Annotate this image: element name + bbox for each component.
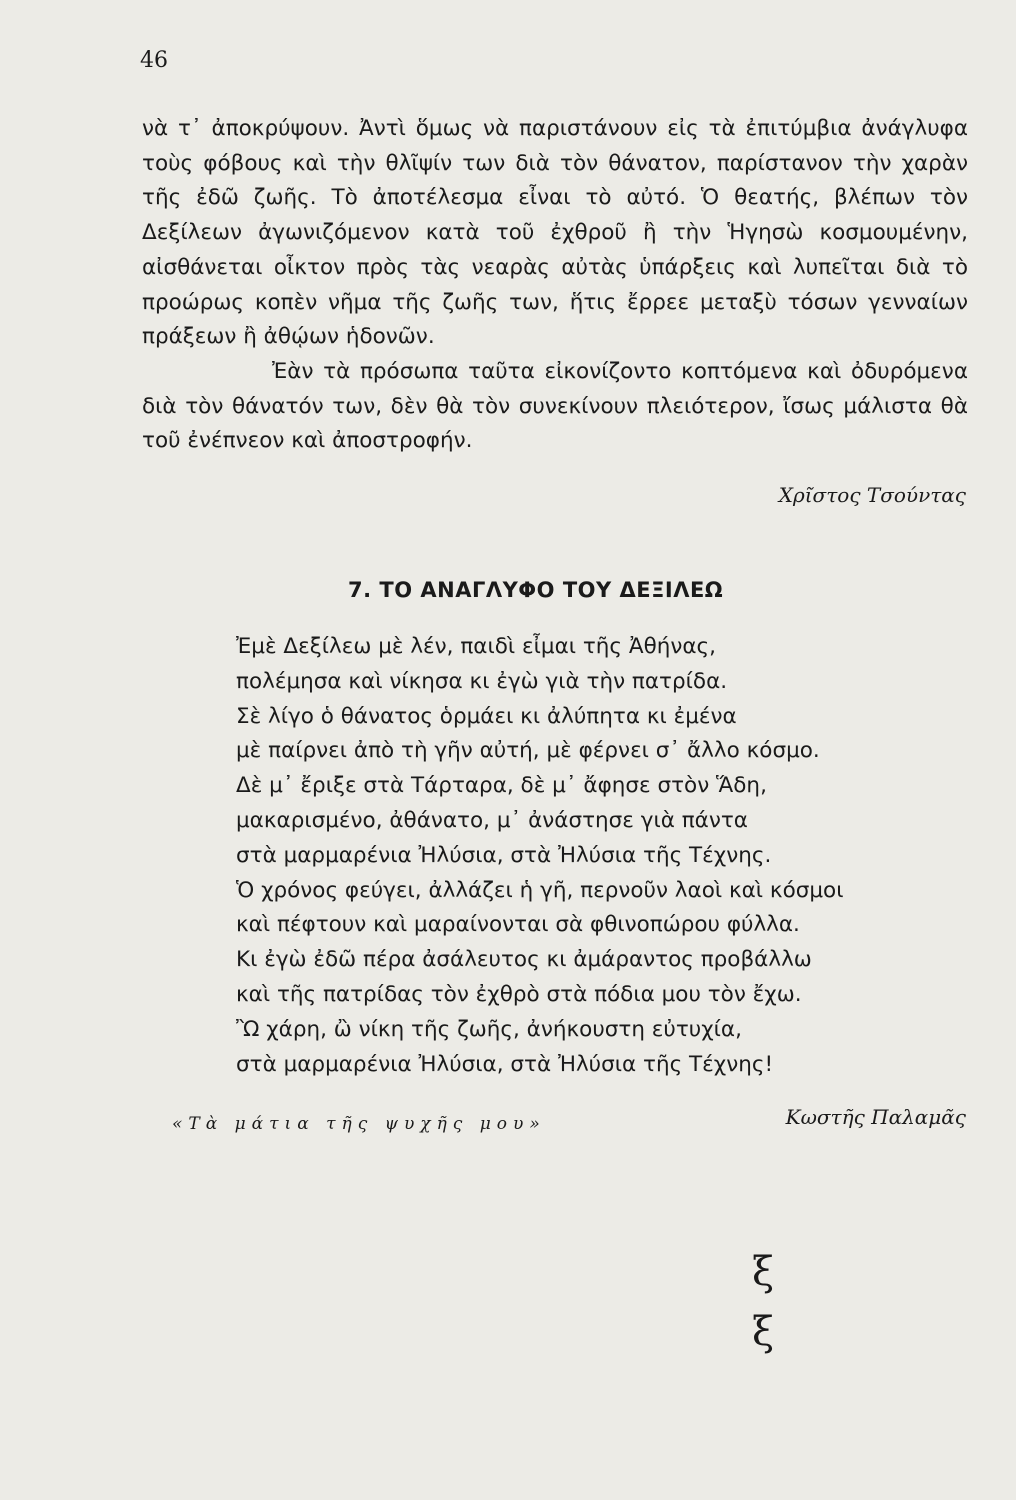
prose-paragraph: Ἐὰν τὰ πρόσωπα ταῦτα εἰκονίζοντο κοπτόμενα καὶ ὀδυρόμενα διὰ τὸν θάνατόν των, δὲν θὰ τὸν συνεκίνουν πλειότερον, ἴσως μάλιστα θὰ τοῦ ἐνέπνεον καὶ ἀποστροφήν. <box>142 358 968 454</box>
page-number: 46 <box>140 48 168 73</box>
section-heading: 7. ΤΟ ΑΝΑΓΛΥΦΟ ΤΟΥ ΔΕΞΙΛΕΩ <box>348 578 724 602</box>
poem-line: μακαρισμένο, ἀθάνατο, μ᾽ ἀνάστησε γιὰ πάντα <box>236 807 748 833</box>
poem-line: Ἐμὲ Δεξίλεω μὲ λέν, παιδὶ εἶμαι τῆς Ἀθήνας, <box>236 634 717 659</box>
poem-line: Σὲ λίγο ὁ θάνατος ὁρμάει κι ἀλύπητα κι ἐμένα <box>236 703 737 729</box>
poem-line: Ὁ χρόνος φεύγει, ἀλλάζει ἡ γῆ, περνοῦν λαοὶ καὶ κόσμοι <box>236 877 844 903</box>
handwritten-mark: ξ <box>752 1309 775 1355</box>
poem-author: Κωστῆς Παλαμᾶς <box>785 1105 966 1129</box>
poem-line: καὶ τῆς πατρίδας τὸν ἐχθρὸ στὰ πόδια μου τὸν ἔχω. <box>236 981 802 1007</box>
poem-line: στὰ μαρμαρένια Ἠλύσια, στὰ Ἠλύσια τῆς Τέχνης. <box>236 842 772 868</box>
poem-line: Δὲ μ᾽ ἔριξε στὰ Τάρταρα, δὲ μ᾽ ἄφησε στὸν Ἅδη, <box>236 773 767 799</box>
prose-body <box>142 112 968 459</box>
poem-line: πολέμησα καὶ νίκησα κι ἐγὼ γιὰ τὴν πατρίδα. <box>236 668 728 694</box>
prose-author-signature: Χρῖστος Τσούντας <box>778 483 966 507</box>
poem-line: καὶ πέφτουν καὶ μαραίνονται σὰ φθινοπώρου φύλλα. <box>236 912 800 938</box>
poem-line: Κι ἐγὼ ἐδῶ πέρα ἀσάλευτος κι ἀμάραντος προβάλλω <box>236 947 812 973</box>
poem-line: Ὢ χάρη, ὢ νίκη τῆς ζωῆς, ἀνήκουστη εὐτυχία, <box>236 1016 742 1042</box>
handwritten-mark: ξ <box>752 1249 775 1295</box>
poem-line: μὲ παίρνει ἀπὸ τὴ γῆν αὐτή, μὲ φέρνει σ᾽ ἄλλο κόσμο. <box>236 738 820 764</box>
poem <box>236 630 843 1082</box>
poem-source: «Τὰ μάτια τῆς ψυχῆς μου» <box>172 1114 546 1134</box>
prose-paragraph: νὰ τ᾽ ἀποκρύψουν. Ἀντὶ ὅμως νὰ παριστάνουν εἰς τὰ ἐπιτύμβια ἀνάγλυφα τοὺς φόβους καὶ τὴν θλῖψίν των διὰ τὸν θάνατον, παρίστανον τὴν χαρὰν τῆς ἐδῶ ζωῆς. Τὸ ἀποτέλεσμα εἶναι τὸ αὐτό. Ὁ θεατής, βλέπων τὸν Δεξίλεων ἀγωνιζόμενον κατὰ τοῦ ἐχθροῦ ἢ τὴν Ἡγησὼ κοσμουμένην, αἰσθάνεται οἶκτον πρὸς τὰς νεαρὰς αὐτὰς ὑπάρξεις καὶ λυπεῖται διὰ τὸ προώρως κοπὲν νῆμα τῆς ζωῆς των, ἥτις ἔρρεε μεταξὺ τόσων γενναίων πράξεων ἢ ἀθῴων ἡδονῶν. <box>142 116 968 350</box>
handwritten-marks <box>752 1249 775 1372</box>
poem-line: στὰ μαρμαρένια Ἠλύσια, στὰ Ἠλύσια τῆς Τέχνης! <box>236 1051 774 1077</box>
